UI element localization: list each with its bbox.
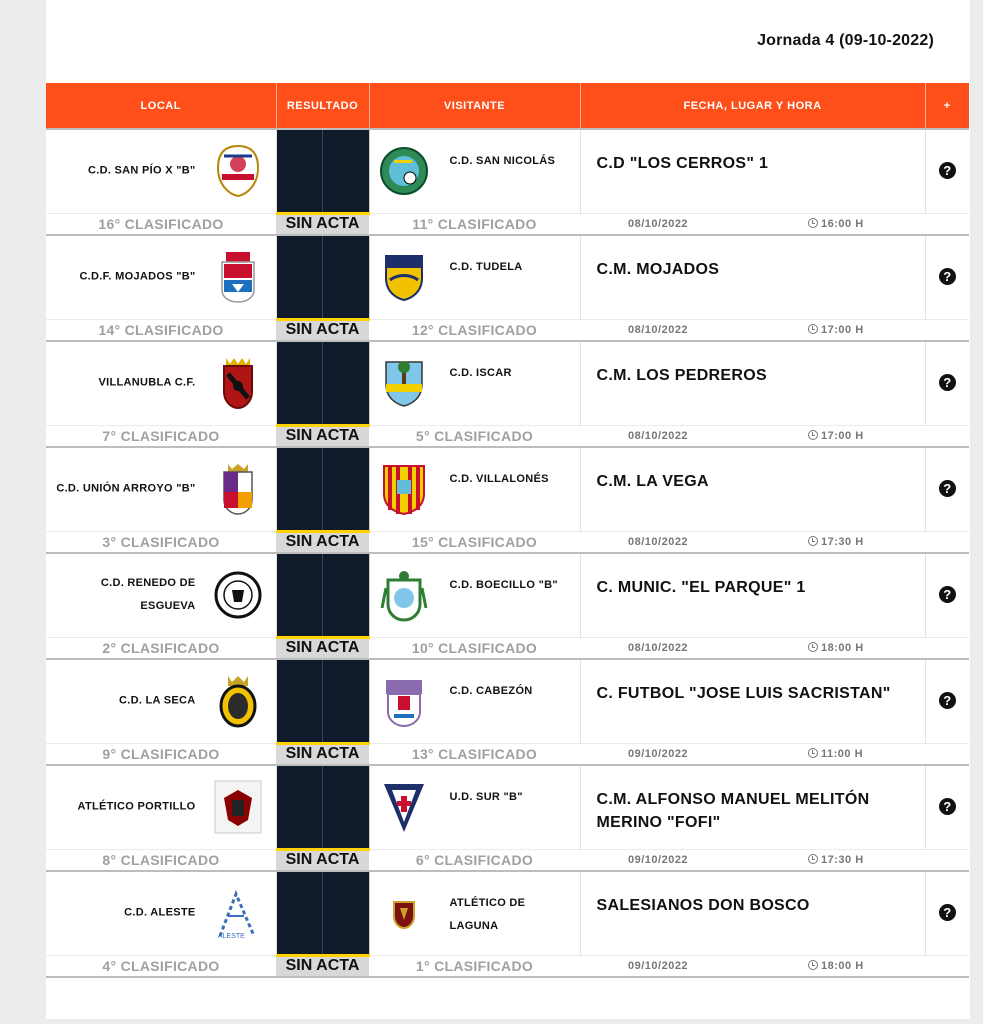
match-status-label: SIN ACTA xyxy=(285,321,360,339)
match-info-cell[interactable] xyxy=(925,129,969,213)
match-status xyxy=(276,849,369,871)
match-detail-row xyxy=(46,531,969,553)
match-info-cell[interactable] xyxy=(925,659,969,743)
question-circle-icon[interactable]: ? xyxy=(939,904,956,921)
visitor-team-crest-icon[interactable] xyxy=(380,462,428,516)
visitor-team-crest-icon[interactable] xyxy=(380,250,428,304)
local-team-crest-icon[interactable] xyxy=(214,674,262,728)
empty-cell xyxy=(925,849,969,871)
clock-icon xyxy=(808,642,818,652)
venue-name: C.M. MOJADOS xyxy=(596,261,720,278)
match-date: 08/10/2022 xyxy=(628,429,689,442)
visitor-team-name[interactable]: C.D. TUDELA xyxy=(449,261,523,273)
match-date: 08/10/2022 xyxy=(628,323,689,336)
match-date: 08/10/2022 xyxy=(628,535,689,548)
venue-cell xyxy=(580,553,925,637)
local-team-crest-icon[interactable] xyxy=(214,250,262,304)
empty-cell xyxy=(925,743,969,765)
local-team-cell[interactable] xyxy=(46,447,276,531)
match-time xyxy=(808,536,864,548)
visitor-team-cell[interactable] xyxy=(369,129,580,213)
question-circle-icon[interactable]: ? xyxy=(939,374,956,391)
match-time-label: 18:00 H xyxy=(821,959,864,972)
venue-cell xyxy=(580,341,925,425)
visitor-team-rank: 5° CLASIFICADO xyxy=(369,425,580,447)
visitor-team-crest-icon[interactable] xyxy=(380,886,428,940)
local-team-crest-icon[interactable] xyxy=(214,780,262,834)
match-row xyxy=(46,341,969,425)
venue-cell xyxy=(580,871,925,955)
local-team-cell[interactable] xyxy=(46,235,276,319)
match-time-label: 11:00 H xyxy=(821,747,864,760)
match-row xyxy=(46,235,969,319)
match-time xyxy=(808,960,864,972)
header-plus: + xyxy=(925,83,969,129)
visitor-team-rank: 11° CLASIFICADO xyxy=(369,213,580,235)
match-time xyxy=(808,324,864,336)
visitor-team-rank: 15° CLASIFICADO xyxy=(369,531,580,553)
visitor-team-crest-icon[interactable] xyxy=(380,674,428,728)
match-status xyxy=(276,955,369,977)
match-info-cell[interactable] xyxy=(925,447,969,531)
header-fecha: FECHA, LUGAR Y HORA xyxy=(580,83,925,129)
local-team-name[interactable]: C.D. SAN PÍO X "B" xyxy=(87,164,196,177)
clock-icon xyxy=(808,430,818,440)
match-date: 09/10/2022 xyxy=(628,959,689,972)
empty-cell xyxy=(925,319,969,341)
visitor-team-cell[interactable] xyxy=(369,341,580,425)
visitor-team-rank: 10° CLASIFICADO xyxy=(369,637,580,659)
empty-cell xyxy=(925,531,969,553)
visitor-team-name[interactable]: ATLÉTICO DE LAGUNA xyxy=(449,897,526,932)
table-header xyxy=(46,83,969,129)
match-date: 09/10/2022 xyxy=(628,747,689,760)
results-panel xyxy=(46,0,970,1019)
local-team-rank: 2° CLASIFICADO xyxy=(46,637,276,659)
match-row xyxy=(46,553,969,637)
clock-icon xyxy=(808,536,818,546)
clock-icon xyxy=(808,960,818,970)
match-status xyxy=(276,743,369,765)
visitor-team-cell[interactable] xyxy=(369,765,580,849)
visitor-team-rank: 1° CLASIFICADO xyxy=(369,955,580,977)
match-time xyxy=(808,748,863,760)
match-info-cell[interactable] xyxy=(925,235,969,319)
empty-cell xyxy=(925,955,969,977)
local-team-cell[interactable] xyxy=(46,765,276,849)
visitor-team-cell[interactable] xyxy=(369,235,580,319)
match-info-cell[interactable] xyxy=(925,871,969,955)
venue-cell xyxy=(580,129,925,213)
venue-name: C.D "LOS CERROS" 1 xyxy=(596,155,769,172)
match-status-label: SIN ACTA xyxy=(285,957,360,975)
local-team-crest-icon[interactable] xyxy=(214,462,262,516)
visitor-team-name[interactable]: C.D. VILLALONÉS xyxy=(449,473,549,485)
match-info-cell[interactable] xyxy=(925,341,969,425)
venue-name: C.M. LOS PEDREROS xyxy=(596,367,767,384)
local-team-crest-icon[interactable] xyxy=(214,886,262,940)
match-detail-row xyxy=(46,743,969,765)
local-team-name[interactable]: ATLÉTICO PORTILLO xyxy=(77,800,196,813)
match-detail-row xyxy=(46,637,969,659)
clock-icon xyxy=(808,218,818,228)
clock-icon xyxy=(808,748,818,758)
local-team-rank: 14° CLASIFICADO xyxy=(46,319,276,341)
date-time-cell xyxy=(580,531,925,553)
match-time-label: 16:00 H xyxy=(821,217,864,230)
question-circle-icon[interactable]: ? xyxy=(939,162,956,179)
visitor-team-rank: 12° CLASIFICADO xyxy=(369,319,580,341)
local-team-crest-icon[interactable] xyxy=(214,356,262,410)
match-detail-row xyxy=(46,955,969,977)
match-status-label: SIN ACTA xyxy=(285,427,360,445)
local-team-cell[interactable] xyxy=(46,659,276,743)
local-team-name[interactable]: C.D. RENEDO DE ESGUEVA xyxy=(100,577,196,613)
visitor-team-crest-icon[interactable] xyxy=(380,568,428,622)
match-status-label: SIN ACTA xyxy=(285,639,360,657)
match-date: 09/10/2022 xyxy=(628,853,689,866)
match-time xyxy=(808,430,864,442)
match-status-label: SIN ACTA xyxy=(285,745,360,763)
header-visitante: VISITANTE xyxy=(369,83,580,129)
local-team-name[interactable]: C.D. UNIÓN ARROYO "B" xyxy=(56,482,196,495)
svg-text:ALESTE: ALESTE xyxy=(217,933,245,941)
match-time xyxy=(808,642,864,654)
local-team-crest-icon[interactable] xyxy=(214,144,262,198)
local-team-cell[interactable] xyxy=(46,553,276,637)
local-team-cell[interactable] xyxy=(46,341,276,425)
empty-cell xyxy=(925,637,969,659)
visitor-team-name[interactable]: C.D. SAN NICOLÁS xyxy=(449,155,556,167)
header-resultado: RESULTADO xyxy=(276,83,369,129)
date-time-cell xyxy=(580,743,925,765)
local-team-name[interactable]: C.D. ALESTE xyxy=(124,906,196,919)
match-row xyxy=(46,447,969,531)
venue-cell xyxy=(580,765,925,849)
question-circle-icon[interactable]: ? xyxy=(939,798,956,815)
date-time-cell xyxy=(580,955,925,977)
empty-cell xyxy=(925,425,969,447)
date-time-cell xyxy=(580,319,925,341)
clock-icon xyxy=(808,324,818,334)
result-score-box xyxy=(276,659,369,743)
match-status xyxy=(276,425,369,447)
visitor-team-crest-icon[interactable] xyxy=(380,144,428,198)
result-score-box xyxy=(276,129,369,213)
match-time-label: 17:30 H xyxy=(821,535,864,548)
local-team-rank: 9° CLASIFICADO xyxy=(46,743,276,765)
match-status xyxy=(276,637,369,659)
visitor-team-cell[interactable] xyxy=(369,871,580,955)
local-team-name[interactable]: C.D. LA SECA xyxy=(118,694,196,707)
local-team-cell[interactable] xyxy=(46,871,276,955)
visitor-team-name[interactable]: U.D. SUR "B" xyxy=(449,791,523,803)
clock-icon xyxy=(808,854,818,864)
result-score-box xyxy=(276,235,369,319)
venue-cell xyxy=(580,235,925,319)
venue-name: SALESIANOS DON BOSCO xyxy=(596,897,810,914)
visitor-team-name[interactable]: C.D. CABEZÓN xyxy=(449,685,533,697)
venue-name: C. FUTBOL "JOSE LUIS SACRISTAN" xyxy=(596,685,891,702)
empty-cell xyxy=(925,213,969,235)
local-team-rank: 16° CLASIFICADO xyxy=(46,213,276,235)
date-time-cell xyxy=(580,849,925,871)
visitor-team-crest-icon[interactable] xyxy=(380,780,428,834)
local-team-rank: 8° CLASIFICADO xyxy=(46,849,276,871)
venue-name: C.M. ALFONSO MANUEL MELITÓN MERINO "FOFI" xyxy=(596,791,870,831)
match-detail-row xyxy=(46,425,969,447)
match-row xyxy=(46,765,969,849)
result-score-box xyxy=(276,871,369,955)
match-time-label: 17:00 H xyxy=(821,323,864,336)
match-status-label: SIN ACTA xyxy=(285,215,360,233)
matches-table xyxy=(46,83,969,978)
match-date: 08/10/2022 xyxy=(628,641,689,654)
local-team-rank: 7° CLASIFICADO xyxy=(46,425,276,447)
header-local: LOCAL xyxy=(46,83,276,129)
result-score-box xyxy=(276,447,369,531)
result-score-box xyxy=(276,553,369,637)
question-circle-icon[interactable]: ? xyxy=(939,586,956,603)
question-circle-icon[interactable]: ? xyxy=(939,480,956,497)
match-status xyxy=(276,531,369,553)
visitor-team-rank: 13° CLASIFICADO xyxy=(369,743,580,765)
local-team-cell[interactable] xyxy=(46,129,276,213)
match-detail-row xyxy=(46,849,969,871)
jornada-title: Jornada 4 (09-10-2022) xyxy=(757,32,934,49)
match-detail-row xyxy=(46,213,969,235)
match-info-cell[interactable] xyxy=(925,553,969,637)
date-time-cell xyxy=(580,425,925,447)
match-time xyxy=(808,854,864,866)
visitor-team-name[interactable]: C.D. BOECILLO "B" xyxy=(449,579,558,591)
visitor-team-cell[interactable] xyxy=(369,447,580,531)
match-row xyxy=(46,129,969,213)
local-team-name[interactable]: C.D.F. MOJADOS "B" xyxy=(79,270,196,283)
question-circle-icon[interactable]: ? xyxy=(939,268,956,285)
visitor-team-rank: 6° CLASIFICADO xyxy=(369,849,580,871)
local-team-rank: 3° CLASIFICADO xyxy=(46,531,276,553)
match-time xyxy=(808,218,864,230)
venue-cell xyxy=(580,447,925,531)
local-team-rank: 4° CLASIFICADO xyxy=(46,955,276,977)
visitor-team-cell[interactable] xyxy=(369,553,580,637)
match-time-label: 18:00 H xyxy=(821,641,864,654)
match-status-label: SIN ACTA xyxy=(285,533,360,551)
venue-name: C.M. LA VEGA xyxy=(596,473,709,490)
match-row xyxy=(46,871,969,955)
match-status xyxy=(276,319,369,341)
visitor-team-name[interactable]: C.D. ISCAR xyxy=(449,367,512,379)
result-score-box xyxy=(276,765,369,849)
date-time-cell xyxy=(580,637,925,659)
match-date: 08/10/2022 xyxy=(628,217,689,230)
local-team-name[interactable]: VILLANUBLA C.F. xyxy=(98,376,196,389)
match-info-cell[interactable] xyxy=(925,765,969,849)
match-time-label: 17:30 H xyxy=(821,853,864,866)
question-circle-icon[interactable]: ? xyxy=(939,692,956,709)
visitor-team-crest-icon[interactable] xyxy=(380,356,428,410)
visitor-team-cell[interactable] xyxy=(369,659,580,743)
match-detail-row xyxy=(46,319,969,341)
date-time-cell xyxy=(580,213,925,235)
venue-name: C. MUNIC. "EL PARQUE" 1 xyxy=(596,579,806,596)
match-time-label: 17:00 H xyxy=(821,429,864,442)
local-team-crest-icon[interactable] xyxy=(214,568,262,622)
match-status xyxy=(276,213,369,235)
result-score-box xyxy=(276,341,369,425)
match-row xyxy=(46,659,969,743)
venue-cell xyxy=(580,659,925,743)
match-status-label: SIN ACTA xyxy=(285,851,360,869)
